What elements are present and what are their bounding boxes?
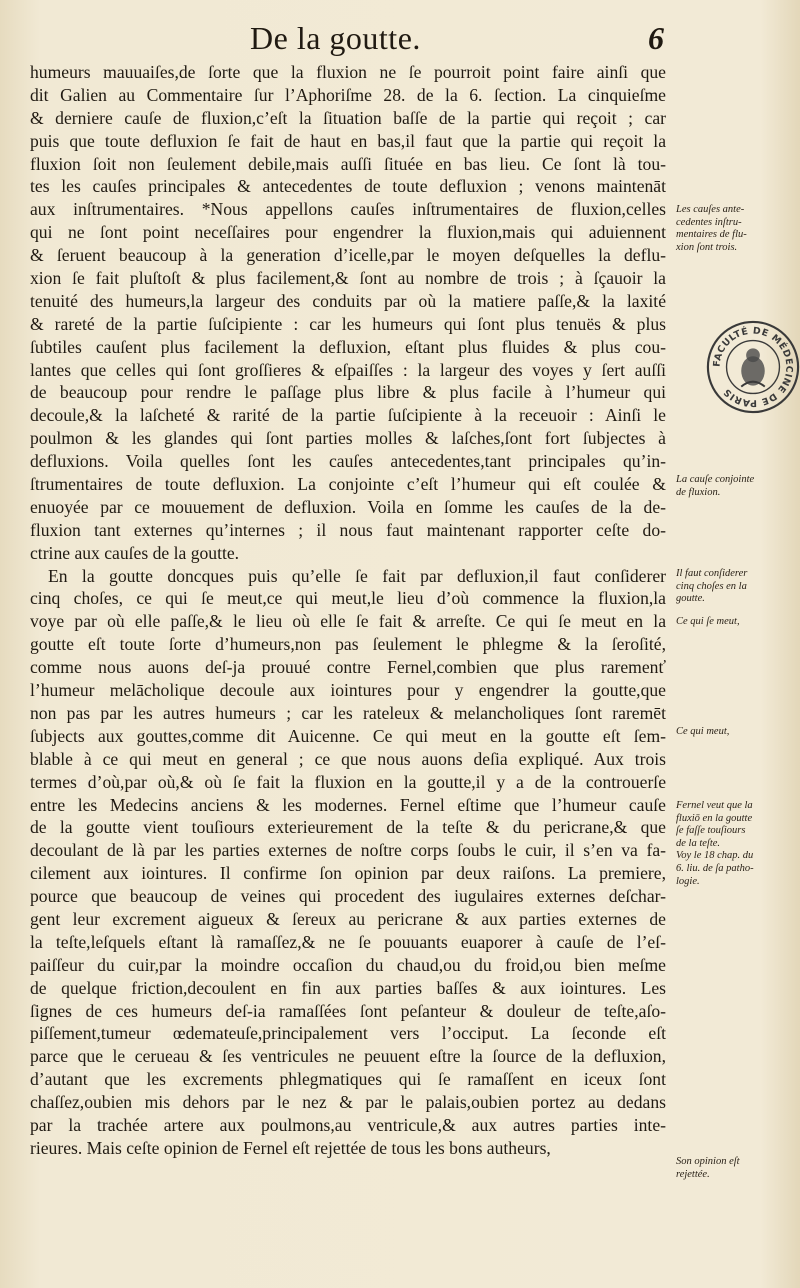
text-line: decoule,& la laſcheté & rarité de la partie ſuſcipiente à la receuoir : Ainſi le xyxy=(30,405,666,426)
text-line: fluxion ſoit non ſeulement debile,mais auſſi ſituée en bas lieu. Ce ſont là tou- xyxy=(30,153,666,174)
margin-note-line: fluxiō en la goutte xyxy=(676,812,753,824)
text-line: par la trachée artere aux poulmons,au ventricule,& aux autres parties inte- xyxy=(30,1114,666,1135)
margin-note-line: de la teſte. xyxy=(676,837,721,849)
text-line: pource que beaucoup de veines qui procedent des iugulaires externes deſchar- xyxy=(30,886,666,907)
text-line: de la goutte vient touſiours exterieurement de la teſte & du pericrane,& que xyxy=(30,817,666,838)
text-line: qui ne ſont point neceſſaires pour engendrer la fluxion,mais qui aduiennent xyxy=(30,222,666,243)
text-line: de quelque friction,decoulent en fin aux parties baſſes & aux iointures. Les xyxy=(30,977,666,998)
text-line: puis que toute defluxion ſe fait de haut en bas,il faut que la partie qui reçoit la xyxy=(30,130,666,151)
text-line: paiſſeur du cuir,par la moindre occaſion du chaud,ou du froid,ou bien meſme xyxy=(30,954,666,975)
margin-note-line: Il faut conſiderer xyxy=(676,568,748,579)
text-line: rieures. Mais ceſte opinion de Fernel eſt rejettée de tous les bons autheurs, xyxy=(30,1137,551,1158)
text-line: aux inſtrumentaires. *Nous appellons cauſes inſtrumentaires de fluxion,celles xyxy=(30,199,666,220)
margin-note-line: 6. liu. de ſa patho- xyxy=(676,862,754,874)
text-line: blable à ce qui meut en general ; ce que nous auons deſia expliqué. Aux trois xyxy=(30,748,666,769)
text-line: ctrine aux cauſes de la goutte. xyxy=(30,542,240,563)
text-line: cilement aux iointures. Il confirme ſon opinion par deux raiſons. La premiere, xyxy=(30,863,666,884)
margin-note xyxy=(676,568,788,606)
margin-note-line: logie. xyxy=(676,875,700,887)
margin-note-line: cedentes inſtru- xyxy=(676,216,742,228)
page-number: 6 xyxy=(648,20,664,56)
text-line: lantes que celles qui ſont groſſieres & eſpaiſſes : la largeur des voyes y ſert auſſi xyxy=(30,359,666,380)
margin-note xyxy=(676,726,788,739)
text-line: humeurs mauuaiſes,de ſorte que la fluxion ne ſe pourroit point faire ainſi que xyxy=(30,62,666,82)
text-line: ſubjects aux gouttes,comme dit Auicenne. Ce qui meut en la goutte eſt ſem- xyxy=(30,725,666,746)
margin-note-line: rejettée. xyxy=(676,1168,710,1180)
margin-note-line: goutte. xyxy=(676,593,705,605)
text-line: comme nous auons deſ-ja prouué contre Fernel,combien que plus raremenť xyxy=(30,657,666,678)
text-line: ſubtiles cauſent plus facilement la defluxion, eſtant plus fluides & plus cou- xyxy=(30,336,666,357)
text-line: & derniere cauſe de fluxion,c’eſt la ſituation baſſe de la partie qui reçoit ; car xyxy=(30,107,666,128)
margin-note xyxy=(676,1156,788,1181)
text-line: enuoyée par ce mouuement de defluxion. Voila en ſomme les cauſes de la de- xyxy=(30,496,666,517)
text-line: xion ſe fait pluſtoſt & plus facilement,& ſont au nombre de trois ; à ſçauoir la xyxy=(30,268,666,289)
text-line: decoulant de là par les parties externes de noſtre corps ſoubs le cuir, il s’en va fa- xyxy=(30,840,666,861)
margin-note-line: Voy le 18 chap. du xyxy=(676,850,754,862)
text-line: piſſement,tumeur œdemateuſe,principalement vers l’occiput. La ſeconde eſt xyxy=(30,1023,666,1044)
page-header xyxy=(0,18,800,62)
text-line: non pas par les autres humeurs ; car les rateleux & melancholiques ſont raremēt xyxy=(30,702,666,723)
margin-note-line: cinq choſes en la xyxy=(676,580,747,592)
text-line: tes les cauſes principales & antecedentes de toute defluxion ; venons maintenāt xyxy=(30,176,666,197)
text-line: l’humeur melācholique decoule aux iointures pour y engendrer la goutte,que xyxy=(30,680,666,701)
text-line: goutte eſt toute ſorte d’humeurs,non pas ſeulement le phlegme & la ſeroſité, xyxy=(30,634,666,655)
text-line: la teſte,leſquels eſtant là ramaſſez,& ne ſe pouuants euaporer à cauſe de l’eſ- xyxy=(30,931,666,952)
body-text xyxy=(30,61,666,1160)
text-line: tenuité des humeurs,la largeur des conduits par où la matiere paſſe,& la laxité xyxy=(30,290,666,311)
margin-note xyxy=(676,616,788,629)
text-line: defluxions. Voila quelles ſont les cauſes antecedentes,tant principales qu’in- xyxy=(30,451,666,472)
margin-note-line: Fernel veut que la xyxy=(676,800,753,811)
text-line: voye par où elle paſſe,& le lieu où elle ſe fait & arreſte. Ce qui ſe meut en la xyxy=(30,611,666,632)
text-line: de beaucoup pour rendre le paſſage plus libre & plus facile à l’humeur qui xyxy=(30,382,666,403)
margin-note-line: de fluxion. xyxy=(676,486,721,498)
text-line: chaſſez,oubien mis dehors par le nez & par le palais,oubien portez au dedans xyxy=(30,1092,666,1113)
text-line: En la goutte doncques puis qu’elle ſe fait par defluxion,il faut conſiderer xyxy=(48,565,666,586)
margin-note xyxy=(676,474,788,499)
margin-note-line: Son opinion eſt xyxy=(676,1156,740,1167)
text-line: parce que le cerueau & ſes ventricules ne peuuent eſtre la ſource de la defluxion, xyxy=(30,1046,666,1067)
text-line: poulmon & les glandes qui ſont parties molles & laſches,ſont fort ſubjectes à xyxy=(30,428,666,449)
margin-note-line: La cauſe conjointe xyxy=(676,474,755,485)
margin-note-line: Ce qui ſe meut, xyxy=(676,616,740,627)
margin-note-line: xion ſont trois. xyxy=(676,241,738,253)
text-line: gent leur excrement aigueux & ſereux au pericrane & aux parties externes de xyxy=(30,908,666,929)
text-line: ſtrumentaires de toute defluxion. La conjointe c’eſt l’humeur qui eſt coulée & xyxy=(30,474,666,495)
margin-note-line: mentaires de flu- xyxy=(676,229,747,241)
text-line: dit Galien au Commentaire ſur l’Aphoriſme 28. de la 6. ſection. La cinquieſme xyxy=(30,84,666,105)
margin-note-line: ſe faſſe touſiours xyxy=(676,825,746,837)
text-line: entre les Medecins anciens & les modernes. Fernel eſtime que l’humeur cauſe xyxy=(30,794,666,815)
text-line: cinq choſes, ce qui ſe meut,ce qui meut,le lieu d’où commence la fluxion,la xyxy=(30,588,666,609)
text-line: ſignes de ces humeurs deſ-ia ramaſſées ſont peſanteur & douleur de teſte,aſo- xyxy=(30,1000,666,1021)
text-line: & ſeruent beaucoup à la generation d’icelle,par le moyen deſquelles la deflu- xyxy=(30,245,666,266)
margin-note xyxy=(676,800,788,888)
text-line: d’autant que les excrements phlegmatiques qui ſe ramaſſent en iceux ſont xyxy=(30,1069,666,1090)
margin-note-line: Les cauſes ante- xyxy=(676,204,745,215)
library-stamp-icon xyxy=(704,318,800,416)
running-head: De la goutte. xyxy=(250,20,421,56)
text-line: fluxion tant externes qu’internes ; il nous faut maintenant rapporter ceſte do- xyxy=(30,519,666,540)
stamp-text: FACULTÉ DE MÉDECINE DE PARIS xyxy=(711,325,795,409)
text-line: & rareté de la partie ſuſcipiente : car les humeurs qui ſont plus tenuës & plus xyxy=(30,313,666,334)
margin-note-line: Ce qui meut, xyxy=(676,726,730,737)
margin-note xyxy=(676,204,788,254)
text-line: termes d’où,par où,& où ſe fait la fluxion en la goutte,il y a de la controuerſe xyxy=(30,771,666,792)
